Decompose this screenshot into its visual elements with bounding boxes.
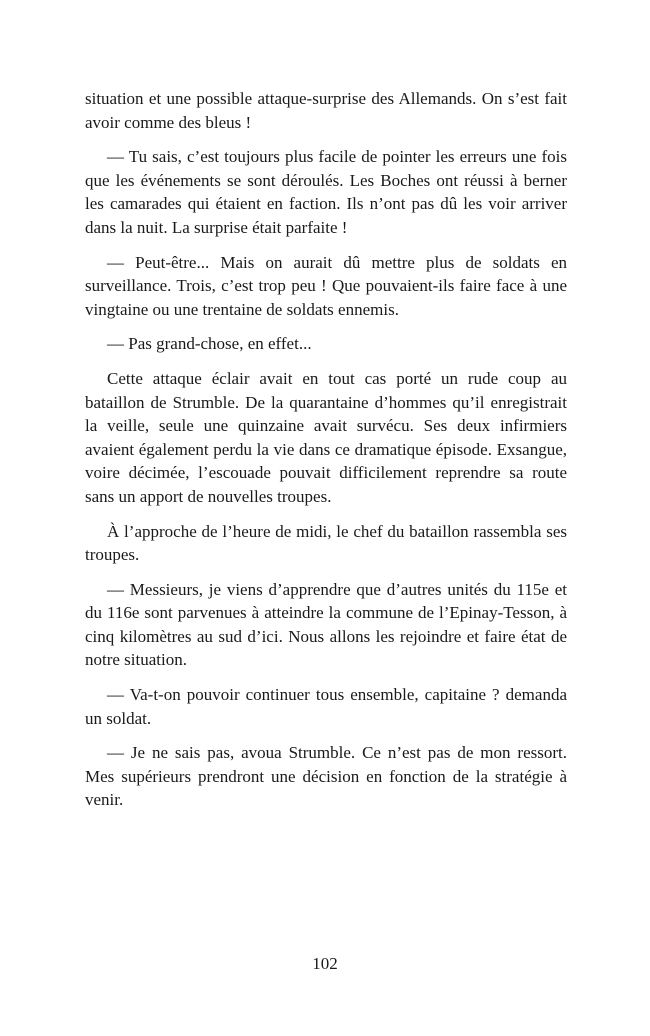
body-text	[85, 87, 567, 823]
paragraph-8: — Va-t-on pouvoir continuer tous ensemble, capitaine ? demanda un soldat.	[85, 685, 567, 728]
paragraph-1: situation et une possible attaque-surprise des Allemands. On s’est fait avoir comme des bleus !	[85, 89, 567, 132]
paragraph-7: — Messieurs, je viens d’apprendre que d’autres unités du 115e et du 116e sont parvenues à atteindre la commune de l’Epinay-Tesson, à cinq kilomètres au sud d’ici. Nous allons les rejoindre et faire état de notre situation.	[85, 579, 567, 670]
paragraph-3: — Peut-être... Mais on aurait dû mettre plus de soldats en surveillance. Trois, c’est trop peu ! Que pouvaient-ils faire face à une vingtaine ou une trentaine de soldats ennemis.	[85, 252, 567, 319]
paragraph-5: Cette attaque éclair avait en tout cas porté un rude coup au bataillon de Strumble. De la quarantaine d’hommes qu’il enregistrait la veille, seule une quinzaine avait survécu. Ses deux infirmiers avaient également perdu la vie dans ce dramatique épisode. Exsangue, voire décimée, l’escouade pouvait difficilement reprendre sa route sans un apport de nouvelles troupes.	[85, 368, 567, 506]
paragraph-6: À l’approche de l’heure de midi, le chef du bataillon rassembla ses troupes.	[85, 521, 567, 565]
page-number: 102	[312, 954, 338, 973]
paragraph-2: — Tu sais, c’est toujours plus facile de pointer les erreurs une fois que les événements se sont déroulés. Les Boches ont réussi à berner les camarades qui étaient en faction. Ils n’ont pas dû les voir arriver dans la nuit. La surprise était parfaite !	[85, 147, 567, 237]
paragraph-9: — Je ne sais pas, avoua Strumble. Ce n’est pas de mon ressort. Mes supérieurs prendront une décision en fonction de la stratégie à venir.	[85, 743, 567, 810]
paragraph-4: — Pas grand-chose, en effet...	[107, 334, 312, 354]
